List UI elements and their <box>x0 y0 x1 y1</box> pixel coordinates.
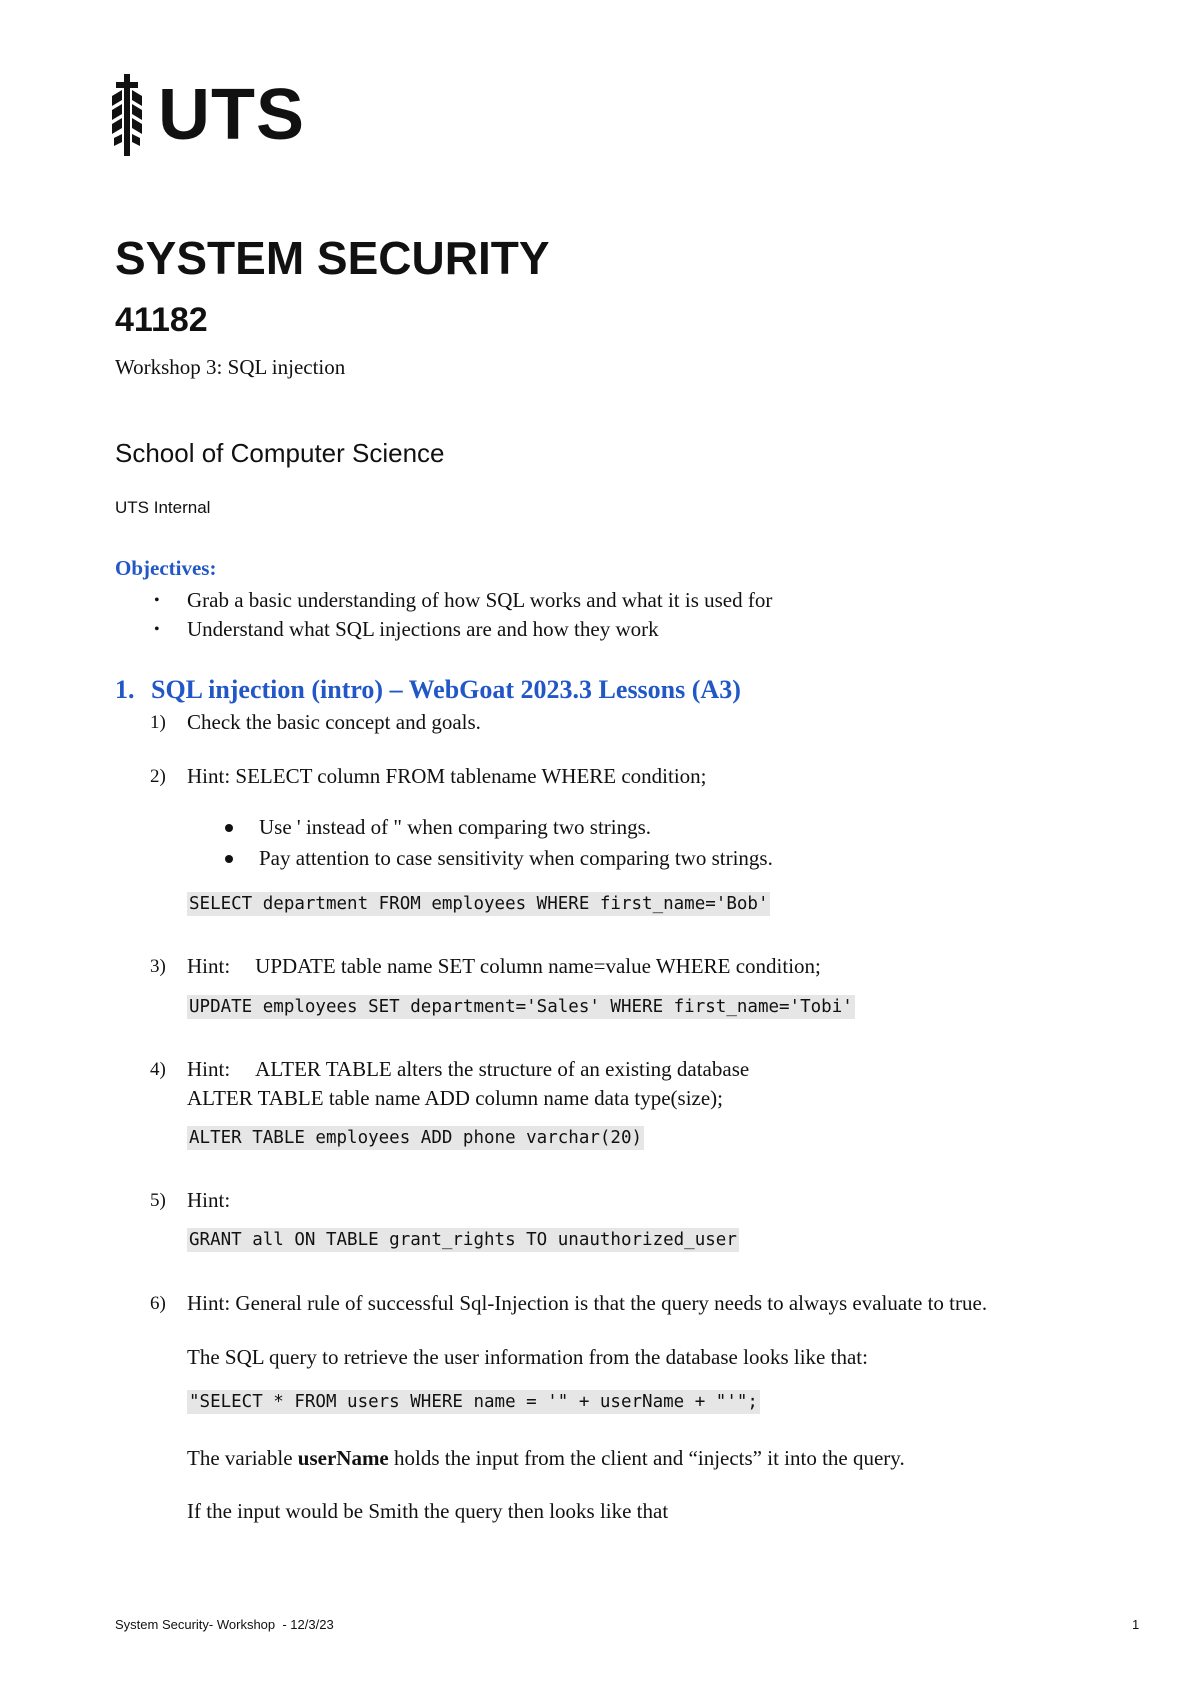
uts-crest-icon <box>110 74 144 156</box>
section-number: 1. <box>115 675 135 704</box>
step-number: 6) <box>150 1293 166 1314</box>
hint-label: Hint: <box>187 1057 231 1081</box>
objective-item: • Understand what SQL injections are and how they work <box>150 615 772 644</box>
objectives-list <box>150 586 772 644</box>
code-snippet: ALTER TABLE employees ADD phone varchar(20) <box>189 1128 643 1148</box>
variable-name: userName <box>297 1446 389 1470</box>
step-number: 1) <box>150 712 166 733</box>
step-text <box>187 952 821 981</box>
course-code: 41182 <box>115 301 208 339</box>
paragraph: The variable userName holds the input from the client and “injects” it into the query. <box>187 1446 905 1470</box>
footer-text: System Security- Workshop - 12/3/23 <box>115 1617 334 1632</box>
code-snippet: SELECT department FROM employees WHERE first_name='Bob' <box>189 894 769 914</box>
code-snippet: "SELECT * FROM users WHERE name = '" + userName + "'"; <box>189 1392 758 1412</box>
objective-item: • Grab a basic understanding of how SQL works and what it is used for <box>150 586 772 615</box>
page-number: 1 <box>1132 1617 1140 1632</box>
code-snippet: GRANT all ON TABLE grant_rights TO unauthorized_user <box>189 1230 737 1250</box>
hint-bullet: Use ' instead of " when comparing two strings. <box>223 812 773 843</box>
hint-label: Hint: <box>187 954 231 978</box>
objectives-heading: Objectives: <box>115 556 217 580</box>
school-name: School of Computer Science <box>115 438 445 468</box>
paragraph: If the input would be Smith the query then looks like that <box>187 1499 669 1523</box>
hint-text: UPDATE table name SET column name=value WHERE condition; <box>255 954 821 978</box>
classification-label: UTS Internal <box>115 498 211 517</box>
workshop-subtitle: Workshop 3: SQL injection <box>115 355 346 379</box>
hint-bullet-list <box>223 812 773 874</box>
section-title: SQL injection (intro) – WebGoat 2023.3 Lessons (A3) <box>151 675 741 704</box>
step-number: 4) <box>150 1059 166 1080</box>
code-snippet: UPDATE employees SET department='Sales' WHERE first_name='Tobi' <box>189 997 853 1017</box>
hint-bullet: Pay attention to case sensitivity when comparing two strings. <box>223 843 773 874</box>
step-text <box>187 1055 749 1084</box>
step-text: Hint: SELECT column FROM tablename WHERE condition; <box>187 764 707 788</box>
step-number: 2) <box>150 766 166 787</box>
step-number: 5) <box>150 1190 166 1211</box>
hint-text: ALTER TABLE alters the structure of an existing database <box>255 1057 750 1081</box>
step-text: Hint: <box>187 1188 231 1212</box>
logo-wordmark: UTS <box>158 75 305 155</box>
step-text: Check the basic concept and goals. <box>187 710 481 734</box>
step-number: 3) <box>150 956 166 977</box>
section-heading <box>115 675 741 705</box>
paragraph: The SQL query to retrieve the user information from the database looks like that: <box>187 1345 868 1369</box>
step-text-line2: ALTER TABLE table name ADD column name data type(size); <box>187 1086 724 1110</box>
uts-logo <box>110 74 305 156</box>
step-text: Hint: General rule of successful Sql-Injection is that the query needs to always evaluate to true. <box>187 1291 988 1315</box>
document-title: SYSTEM SECURITY <box>115 232 550 284</box>
